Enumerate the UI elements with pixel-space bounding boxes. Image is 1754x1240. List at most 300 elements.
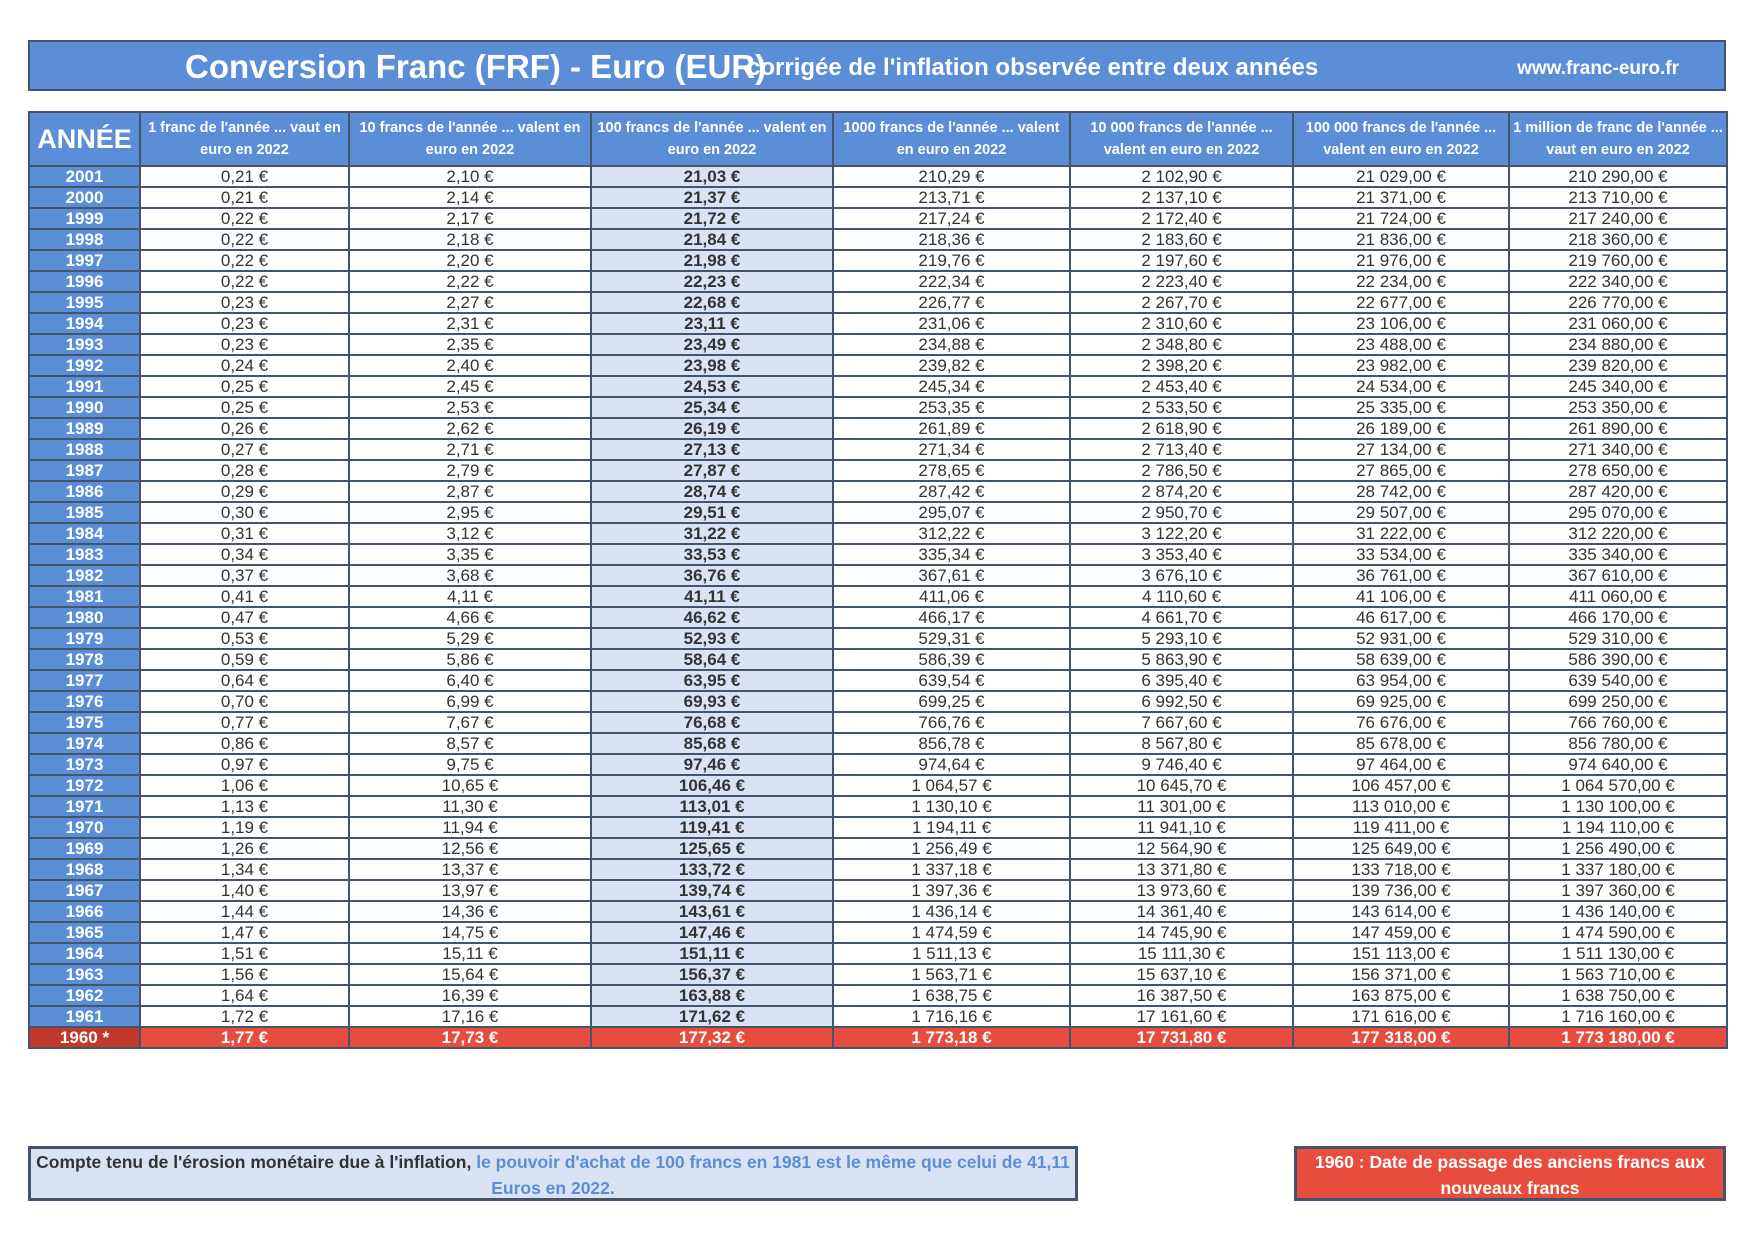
value-cell: 25 335,00 € <box>1293 397 1509 418</box>
table-row <box>29 292 1727 313</box>
value-cell: 85 678,00 € <box>1293 733 1509 754</box>
value-cell: 2,27 € <box>349 292 591 313</box>
value-cell: 0,21 € <box>140 187 349 208</box>
value-cell: 0,26 € <box>140 418 349 439</box>
value-cell: 151 113,00 € <box>1293 943 1509 964</box>
value-cell: 15,11 € <box>349 943 591 964</box>
table-row <box>29 796 1727 817</box>
value-cell: 974,64 € <box>833 754 1070 775</box>
value-cell: 0,23 € <box>140 334 349 355</box>
value-cell: 2,71 € <box>349 439 591 460</box>
year-cell: 1991 <box>29 376 140 397</box>
value-cell: 171,62 € <box>591 1006 833 1027</box>
value-cell: 9 746,40 € <box>1070 754 1293 775</box>
table-row <box>29 271 1727 292</box>
table-row <box>29 670 1727 691</box>
value-cell: 52,93 € <box>591 628 833 649</box>
value-cell: 0,37 € <box>140 565 349 586</box>
value-cell: 22,23 € <box>591 271 833 292</box>
value-cell: 5 293,10 € <box>1070 628 1293 649</box>
table-row <box>29 628 1727 649</box>
value-cell: 1 436,14 € <box>833 901 1070 922</box>
year-cell: 1993 <box>29 334 140 355</box>
value-cell: 529 310,00 € <box>1509 628 1727 649</box>
value-cell: 6 992,50 € <box>1070 691 1293 712</box>
year-cell: 1966 <box>29 901 140 922</box>
value-cell: 2 618,90 € <box>1070 418 1293 439</box>
value-cell: 0,59 € <box>140 649 349 670</box>
value-cell: 1,47 € <box>140 922 349 943</box>
year-cell: 1979 <box>29 628 140 649</box>
value-cell: 1 773,18 € <box>833 1027 1070 1048</box>
value-cell: 23 982,00 € <box>1293 355 1509 376</box>
value-cell: 2 533,50 € <box>1070 397 1293 418</box>
table-row <box>29 1006 1727 1027</box>
value-cell: 3,68 € <box>349 565 591 586</box>
value-cell: 699 250,00 € <box>1509 691 1727 712</box>
value-cell: 22 677,00 € <box>1293 292 1509 313</box>
table-row <box>29 544 1727 565</box>
value-cell: 856 780,00 € <box>1509 733 1727 754</box>
value-cell: 69 925,00 € <box>1293 691 1509 712</box>
year-cell: 1988 <box>29 439 140 460</box>
value-cell: 16,39 € <box>349 985 591 1006</box>
value-cell: 26 189,00 € <box>1293 418 1509 439</box>
value-cell: 28,74 € <box>591 481 833 502</box>
table-row <box>29 481 1727 502</box>
year-cell: 1964 <box>29 943 140 964</box>
table-row <box>29 355 1727 376</box>
table-row <box>29 649 1727 670</box>
table-row <box>29 859 1727 880</box>
value-cell: 287,42 € <box>833 481 1070 502</box>
value-cell: 1 256,49 € <box>833 838 1070 859</box>
table-row <box>29 985 1727 1006</box>
table-row <box>29 754 1727 775</box>
value-cell: 271,34 € <box>833 439 1070 460</box>
value-cell: 13,97 € <box>349 880 591 901</box>
value-cell: 23,49 € <box>591 334 833 355</box>
value-cell: 125 649,00 € <box>1293 838 1509 859</box>
year-cell: 1961 <box>29 1006 140 1027</box>
value-cell: 1 638,75 € <box>833 985 1070 1006</box>
value-cell: 2 398,20 € <box>1070 355 1293 376</box>
value-cell: 6,99 € <box>349 691 591 712</box>
value-cell: 63,95 € <box>591 670 833 691</box>
value-cell: 163,88 € <box>591 985 833 1006</box>
value-cell: 2,18 € <box>349 229 591 250</box>
value-cell: 0,23 € <box>140 292 349 313</box>
table-header <box>29 112 1727 166</box>
value-cell: 0,28 € <box>140 460 349 481</box>
conversion-table <box>28 111 1728 1049</box>
year-cell: 1999 <box>29 208 140 229</box>
value-cell: 335 340,00 € <box>1509 544 1727 565</box>
value-cell: 22 234,00 € <box>1293 271 1509 292</box>
year-cell: 1982 <box>29 565 140 586</box>
value-cell: 13 371,80 € <box>1070 859 1293 880</box>
value-cell: 1 474 590,00 € <box>1509 922 1727 943</box>
table-row <box>29 229 1727 250</box>
table-row <box>29 523 1727 544</box>
value-cell: 2,17 € <box>349 208 591 229</box>
table-row <box>29 817 1727 838</box>
value-cell: 856,78 € <box>833 733 1070 754</box>
value-cell: 147 459,00 € <box>1293 922 1509 943</box>
year-cell: 1972 <box>29 775 140 796</box>
value-cell: 1 337,18 € <box>833 859 1070 880</box>
value-cell: 529,31 € <box>833 628 1070 649</box>
value-cell: 411 060,00 € <box>1509 586 1727 607</box>
value-cell: 14 745,90 € <box>1070 922 1293 943</box>
value-cell: 0,86 € <box>140 733 349 754</box>
year-cell: 1984 <box>29 523 140 544</box>
value-cell: 766 760,00 € <box>1509 712 1727 733</box>
value-cell: 2,62 € <box>349 418 591 439</box>
table-row <box>29 964 1727 985</box>
value-cell: 1,64 € <box>140 985 349 1006</box>
value-cell: 586 390,00 € <box>1509 649 1727 670</box>
conversion-table-wrapper <box>28 111 1726 1049</box>
value-cell: 2 137,10 € <box>1070 187 1293 208</box>
value-cell: 2,20 € <box>349 250 591 271</box>
column-header-3: 100 francs de l'année ... valent en euro en 2022 <box>591 112 833 166</box>
value-cell: 213,71 € <box>833 187 1070 208</box>
table-row <box>29 733 1727 754</box>
year-cell: 1975 <box>29 712 140 733</box>
value-cell: 177,32 € <box>591 1027 833 1048</box>
value-cell: 0,23 € <box>140 313 349 334</box>
value-cell: 23,98 € <box>591 355 833 376</box>
value-cell: 2,31 € <box>349 313 591 334</box>
year-cell: 2000 <box>29 187 140 208</box>
value-cell: 21,98 € <box>591 250 833 271</box>
value-cell: 3 122,20 € <box>1070 523 1293 544</box>
value-cell: 367 610,00 € <box>1509 565 1727 586</box>
value-cell: 1 563,71 € <box>833 964 1070 985</box>
value-cell: 0,22 € <box>140 250 349 271</box>
value-cell: 261 890,00 € <box>1509 418 1727 439</box>
value-cell: 0,22 € <box>140 271 349 292</box>
year-cell: 1977 <box>29 670 140 691</box>
value-cell: 231,06 € <box>833 313 1070 334</box>
value-cell: 143,61 € <box>591 901 833 922</box>
value-cell: 335,34 € <box>833 544 1070 565</box>
value-cell: 11,94 € <box>349 817 591 838</box>
value-cell: 2,87 € <box>349 481 591 502</box>
value-cell: 639 540,00 € <box>1509 670 1727 691</box>
year-cell: 1980 <box>29 607 140 628</box>
value-cell: 21 371,00 € <box>1293 187 1509 208</box>
value-cell: 52 931,00 € <box>1293 628 1509 649</box>
value-cell: 466,17 € <box>833 607 1070 628</box>
value-cell: 125,65 € <box>591 838 833 859</box>
column-header-year: ANNÉE <box>29 112 140 166</box>
value-cell: 10,65 € <box>349 775 591 796</box>
value-cell: 11 941,10 € <box>1070 817 1293 838</box>
value-cell: 0,22 € <box>140 229 349 250</box>
value-cell: 1 397,36 € <box>833 880 1070 901</box>
value-cell: 21 976,00 € <box>1293 250 1509 271</box>
value-cell: 3 353,40 € <box>1070 544 1293 565</box>
value-cell: 46 617,00 € <box>1293 607 1509 628</box>
value-cell: 226 770,00 € <box>1509 292 1727 313</box>
page-title: Conversion Franc (FRF) - Euro (EUR) <box>185 48 767 85</box>
column-header-5: 10 000 francs de l'année ... valent en euro en 2022 <box>1070 112 1293 166</box>
value-cell: 0,29 € <box>140 481 349 502</box>
value-cell: 1 337 180,00 € <box>1509 859 1727 880</box>
value-cell: 2,79 € <box>349 460 591 481</box>
value-cell: 2 223,40 € <box>1070 271 1293 292</box>
table-row <box>29 208 1727 229</box>
inflation-note <box>28 1146 1078 1201</box>
value-cell: 14,75 € <box>349 922 591 943</box>
value-cell: 218 360,00 € <box>1509 229 1727 250</box>
value-cell: 287 420,00 € <box>1509 481 1727 502</box>
value-cell: 213 710,00 € <box>1509 187 1727 208</box>
table-row <box>29 313 1727 334</box>
value-cell: 15,64 € <box>349 964 591 985</box>
column-header-4: 1000 francs de l'année ... valent en euro en 2022 <box>833 112 1070 166</box>
value-cell: 14 361,40 € <box>1070 901 1293 922</box>
value-cell: 5,86 € <box>349 649 591 670</box>
title-bar <box>28 40 1726 91</box>
value-cell: 3,12 € <box>349 523 591 544</box>
value-cell: 1 638 750,00 € <box>1509 985 1727 1006</box>
table-row <box>29 607 1727 628</box>
year-cell: 1983 <box>29 544 140 565</box>
value-cell: 234 880,00 € <box>1509 334 1727 355</box>
value-cell: 23 106,00 € <box>1293 313 1509 334</box>
value-cell: 219,76 € <box>833 250 1070 271</box>
value-cell: 2,45 € <box>349 376 591 397</box>
value-cell: 1 130 100,00 € <box>1509 796 1727 817</box>
value-cell: 2 874,20 € <box>1070 481 1293 502</box>
value-cell: 1 511 130,00 € <box>1509 943 1727 964</box>
table-row <box>29 1027 1727 1048</box>
value-cell: 2,10 € <box>349 166 591 187</box>
value-cell: 23,11 € <box>591 313 833 334</box>
value-cell: 177 318,00 € <box>1293 1027 1509 1048</box>
table-row <box>29 502 1727 523</box>
value-cell: 171 616,00 € <box>1293 1006 1509 1027</box>
value-cell: 766,76 € <box>833 712 1070 733</box>
value-cell: 586,39 € <box>833 649 1070 670</box>
value-cell: 261,89 € <box>833 418 1070 439</box>
value-cell: 139 736,00 € <box>1293 880 1509 901</box>
year-cell: 1992 <box>29 355 140 376</box>
value-cell: 2,22 € <box>349 271 591 292</box>
value-cell: 0,24 € <box>140 355 349 376</box>
year-cell: 1995 <box>29 292 140 313</box>
value-cell: 231 060,00 € <box>1509 313 1727 334</box>
value-cell: 466 170,00 € <box>1509 607 1727 628</box>
value-cell: 31,22 € <box>591 523 833 544</box>
year-cell: 1997 <box>29 250 140 271</box>
year-cell: 1978 <box>29 649 140 670</box>
value-cell: 24,53 € <box>591 376 833 397</box>
value-cell: 219 760,00 € <box>1509 250 1727 271</box>
value-cell: 97 464,00 € <box>1293 754 1509 775</box>
value-cell: 0,21 € <box>140 166 349 187</box>
value-cell: 12 564,90 € <box>1070 838 1293 859</box>
value-cell: 312,22 € <box>833 523 1070 544</box>
value-cell: 4 661,70 € <box>1070 607 1293 628</box>
value-cell: 2 102,90 € <box>1070 166 1293 187</box>
value-cell: 1,26 € <box>140 838 349 859</box>
value-cell: 85,68 € <box>591 733 833 754</box>
value-cell: 58 639,00 € <box>1293 649 1509 670</box>
value-cell: 2 197,60 € <box>1070 250 1293 271</box>
year-cell: 1985 <box>29 502 140 523</box>
year-cell: 1963 <box>29 964 140 985</box>
value-cell: 367,61 € <box>833 565 1070 586</box>
year-cell: 1998 <box>29 229 140 250</box>
value-cell: 1,72 € <box>140 1006 349 1027</box>
value-cell: 4,11 € <box>349 586 591 607</box>
value-cell: 106,46 € <box>591 775 833 796</box>
value-cell: 1 716 160,00 € <box>1509 1006 1727 1027</box>
year-cell: 1994 <box>29 313 140 334</box>
value-cell: 639,54 € <box>833 670 1070 691</box>
value-cell: 36,76 € <box>591 565 833 586</box>
value-cell: 17 731,80 € <box>1070 1027 1293 1048</box>
value-cell: 2 453,40 € <box>1070 376 1293 397</box>
value-cell: 218,36 € <box>833 229 1070 250</box>
value-cell: 156 371,00 € <box>1293 964 1509 985</box>
value-cell: 7,67 € <box>349 712 591 733</box>
value-cell: 239 820,00 € <box>1509 355 1727 376</box>
value-cell: 11,30 € <box>349 796 591 817</box>
value-cell: 2 950,70 € <box>1070 502 1293 523</box>
value-cell: 1,40 € <box>140 880 349 901</box>
value-cell: 76,68 € <box>591 712 833 733</box>
table-row <box>29 334 1727 355</box>
value-cell: 5,29 € <box>349 628 591 649</box>
table-row <box>29 397 1727 418</box>
value-cell: 217 240,00 € <box>1509 208 1727 229</box>
value-cell: 295,07 € <box>833 502 1070 523</box>
value-cell: 1,44 € <box>140 901 349 922</box>
value-cell: 3 676,10 € <box>1070 565 1293 586</box>
value-cell: 974 640,00 € <box>1509 754 1727 775</box>
value-cell: 119 411,00 € <box>1293 817 1509 838</box>
column-header-7: 1 million de franc de l'année ... vaut en euro en 2022 <box>1509 112 1727 166</box>
year-cell: 1967 <box>29 880 140 901</box>
value-cell: 1,56 € <box>140 964 349 985</box>
value-cell: 151,11 € <box>591 943 833 964</box>
value-cell: 699,25 € <box>833 691 1070 712</box>
value-cell: 41,11 € <box>591 586 833 607</box>
value-cell: 21 029,00 € <box>1293 166 1509 187</box>
year-cell: 1987 <box>29 460 140 481</box>
value-cell: 0,27 € <box>140 439 349 460</box>
value-cell: 46,62 € <box>591 607 833 628</box>
value-cell: 0,77 € <box>140 712 349 733</box>
value-cell: 210 290,00 € <box>1509 166 1727 187</box>
value-cell: 2 348,80 € <box>1070 334 1293 355</box>
inflation-note-text: Compte tenu de l'érosion monétaire due à l'inflation, <box>36 1152 472 1172</box>
year-cell: 1981 <box>29 586 140 607</box>
value-cell: 253,35 € <box>833 397 1070 418</box>
value-cell: 2 786,50 € <box>1070 460 1293 481</box>
value-cell: 10 645,70 € <box>1070 775 1293 796</box>
value-cell: 147,46 € <box>591 922 833 943</box>
value-cell: 1,19 € <box>140 817 349 838</box>
value-cell: 1,51 € <box>140 943 349 964</box>
value-cell: 27 865,00 € <box>1293 460 1509 481</box>
table-row <box>29 418 1727 439</box>
value-cell: 156,37 € <box>591 964 833 985</box>
value-cell: 27 134,00 € <box>1293 439 1509 460</box>
year-cell: 1990 <box>29 397 140 418</box>
value-cell: 222,34 € <box>833 271 1070 292</box>
value-cell: 253 350,00 € <box>1509 397 1727 418</box>
table-row <box>29 880 1727 901</box>
value-cell: 21 836,00 € <box>1293 229 1509 250</box>
table-row <box>29 901 1727 922</box>
value-cell: 2,14 € <box>349 187 591 208</box>
value-cell: 0,31 € <box>140 523 349 544</box>
value-cell: 31 222,00 € <box>1293 523 1509 544</box>
value-cell: 23 488,00 € <box>1293 334 1509 355</box>
value-cell: 113,01 € <box>591 796 833 817</box>
value-cell: 21,84 € <box>591 229 833 250</box>
value-cell: 15 111,30 € <box>1070 943 1293 964</box>
table-row <box>29 565 1727 586</box>
value-cell: 28 742,00 € <box>1293 481 1509 502</box>
value-cell: 1 064,57 € <box>833 775 1070 796</box>
value-cell: 33,53 € <box>591 544 833 565</box>
column-header-1: 1 franc de l'année ... vaut en euro en 2022 <box>140 112 349 166</box>
value-cell: 119,41 € <box>591 817 833 838</box>
table-row <box>29 838 1727 859</box>
value-cell: 1 563 710,00 € <box>1509 964 1727 985</box>
value-cell: 97,46 € <box>591 754 833 775</box>
value-cell: 2 713,40 € <box>1070 439 1293 460</box>
value-cell: 17 161,60 € <box>1070 1006 1293 1027</box>
header-row <box>29 112 1727 166</box>
value-cell: 2,40 € <box>349 355 591 376</box>
year-cell: 1971 <box>29 796 140 817</box>
value-cell: 27,87 € <box>591 460 833 481</box>
value-cell: 21 724,00 € <box>1293 208 1509 229</box>
column-header-6: 100 000 francs de l'année ... valent en euro en 2022 <box>1293 112 1509 166</box>
value-cell: 2 267,70 € <box>1070 292 1293 313</box>
value-cell: 1 511,13 € <box>833 943 1070 964</box>
year-cell: 1976 <box>29 691 140 712</box>
value-cell: 36 761,00 € <box>1293 565 1509 586</box>
value-cell: 0,70 € <box>140 691 349 712</box>
value-cell: 234,88 € <box>833 334 1070 355</box>
year-cell: 1970 <box>29 817 140 838</box>
value-cell: 0,97 € <box>140 754 349 775</box>
table-row <box>29 460 1727 481</box>
value-cell: 1 474,59 € <box>833 922 1070 943</box>
value-cell: 2 183,60 € <box>1070 229 1293 250</box>
value-cell: 26,19 € <box>591 418 833 439</box>
value-cell: 278 650,00 € <box>1509 460 1727 481</box>
year-cell: 1960 * <box>29 1027 140 1048</box>
value-cell: 1,77 € <box>140 1027 349 1048</box>
value-cell: 41 106,00 € <box>1293 586 1509 607</box>
value-cell: 295 070,00 € <box>1509 502 1727 523</box>
year-cell: 1986 <box>29 481 140 502</box>
value-cell: 13,37 € <box>349 859 591 880</box>
value-cell: 21,03 € <box>591 166 833 187</box>
value-cell: 1 716,16 € <box>833 1006 1070 1027</box>
value-cell: 6,40 € <box>349 670 591 691</box>
